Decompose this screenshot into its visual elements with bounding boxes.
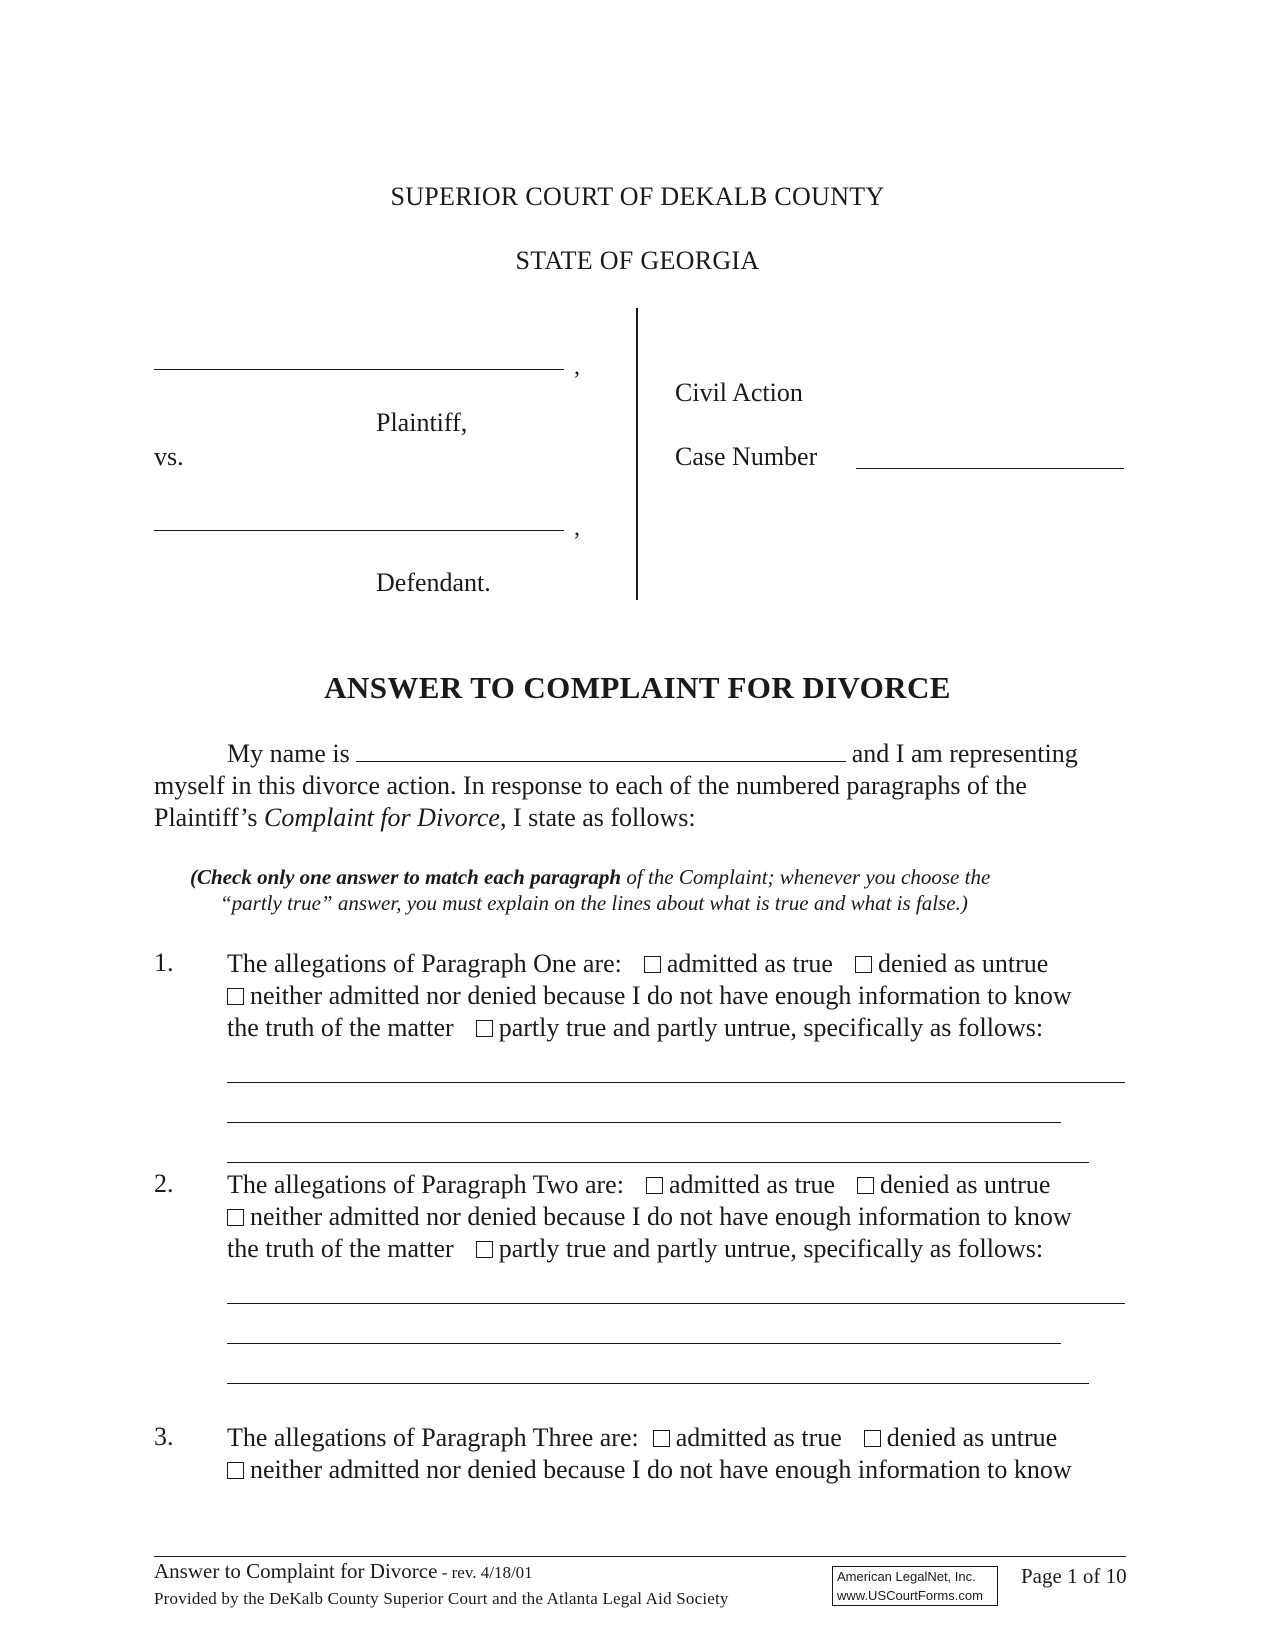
- my-name-line[interactable]: [356, 739, 846, 762]
- paragraph-1-denied-label: denied as untrue: [877, 949, 1049, 978]
- paragraph-2-denied-label: denied as untrue: [880, 1170, 1051, 1199]
- paragraph-3-neither-checkbox[interactable]: [227, 1462, 244, 1479]
- intro-line-2: myself in this divorce action. In response to each of the numbered paragraphs of the: [154, 771, 1027, 800]
- paragraph-2-explain-line-3[interactable]: [227, 1383, 1089, 1384]
- instructions-line-1: [190, 864, 1090, 890]
- case-number-line[interactable]: [856, 468, 1124, 469]
- paragraph-1-explain-line-2[interactable]: [227, 1122, 1061, 1123]
- paragraph-2-number: 2.: [154, 1169, 174, 1198]
- instructions-line-2: “partly true” answer, you must explain on the lines about what is true and what is false.): [220, 891, 968, 915]
- plaintiff-comma: ,: [574, 354, 580, 380]
- intro-line-1: [154, 738, 1104, 770]
- footer-revision: - rev. 4/18/01: [437, 1563, 533, 1582]
- state-name: STATE OF GEORGIA: [515, 246, 760, 275]
- footer-left: [154, 1558, 729, 1612]
- stamp-line-1: American LegalNet, Inc.: [837, 1569, 976, 1584]
- complaint-title: Complaint for Divorce: [264, 803, 500, 832]
- defendant-comma: ,: [574, 515, 580, 541]
- vs-label: vs.: [154, 442, 184, 471]
- intro-line-3: [154, 802, 1104, 834]
- paragraph-1-explain-line-1[interactable]: [227, 1082, 1125, 1083]
- paragraph-3-line-1: [227, 1422, 1127, 1454]
- paragraph-3-denied-label: denied as untrue: [886, 1423, 1058, 1452]
- paragraph-1-line-1: [227, 948, 1127, 980]
- paragraph-1-partly-checkbox[interactable]: [476, 1020, 493, 1037]
- paragraph-1-lead: The allegations of Paragraph One are:: [227, 949, 622, 978]
- paragraph-3-denied-checkbox[interactable]: [864, 1430, 881, 1447]
- civil-action-label: Civil Action: [675, 378, 803, 407]
- paragraph-2-admitted-label: admitted as true: [668, 1170, 836, 1199]
- paragraph-1-neither-checkbox[interactable]: [227, 988, 244, 1005]
- instructions-bold: (Check only one answer to match each paragraph: [190, 865, 622, 889]
- court-name: SUPERIOR COURT OF DEKALB COUNTY: [390, 182, 885, 211]
- defendant-name-line[interactable]: [154, 530, 564, 531]
- paragraph-3-neither-label: neither admitted nor denied because I do not have enough information to know: [250, 1455, 1072, 1484]
- intro-line-3-suffix: , I state as follows:: [499, 803, 696, 832]
- paragraph-3-number: 3.: [154, 1422, 174, 1451]
- paragraph-3-admitted-checkbox[interactable]: [653, 1430, 670, 1447]
- paragraph-2-partly-label: partly true and partly untrue, specifically as follows:: [498, 1234, 1044, 1263]
- footer-provided-by: Provided by the DeKalb County Superior Court and the Atlanta Legal Aid Society: [154, 1589, 729, 1608]
- paragraph-2-denied-checkbox[interactable]: [857, 1177, 874, 1194]
- intro-line-3-prefix: Plaintiff’s: [154, 803, 265, 832]
- footer-form-title: Answer to Complaint for Divorce: [154, 1559, 438, 1583]
- legalnet-stamp: [832, 1566, 998, 1606]
- footer-line-1: [154, 1558, 729, 1586]
- paragraph-2-lead: The allegations of Paragraph Two are:: [227, 1170, 624, 1199]
- representing-text: and I am representing: [851, 739, 1078, 768]
- paragraph-2-neither-checkbox[interactable]: [227, 1209, 244, 1226]
- paragraph-1-neither-label: neither admitted nor denied because I do not have enough information to know: [250, 981, 1072, 1010]
- paragraph-1-truth-text: the truth of the matter: [227, 1013, 454, 1042]
- paragraph-2-admitted-checkbox[interactable]: [646, 1177, 663, 1194]
- instructions-rest: of the Complaint; whenever you choose the: [621, 865, 991, 889]
- paragraph-2-explain-line-2[interactable]: [227, 1343, 1061, 1344]
- paragraph-3: [227, 1422, 1127, 1486]
- paragraph-2: [227, 1169, 1127, 1265]
- paragraph-1-partly-label: partly true and partly untrue, specifically as follows:: [498, 1013, 1044, 1042]
- paragraph-2-line-3: [227, 1233, 1127, 1265]
- defendant-label: Defendant.: [376, 568, 491, 597]
- stamp-line-2: www.USCourtForms.com: [837, 1588, 983, 1603]
- caption-divider: [636, 308, 638, 600]
- plaintiff-name-line[interactable]: [154, 369, 564, 370]
- paragraph-1-explain-line-3[interactable]: [227, 1162, 1089, 1163]
- paragraph-3-lead: The allegations of Paragraph Three are:: [227, 1423, 639, 1452]
- case-number-label: Case Number: [675, 442, 818, 471]
- paragraph-1-number: 1.: [154, 948, 174, 977]
- paragraph-1: [227, 948, 1127, 1044]
- paragraph-2-neither-label: neither admitted nor denied because I do not have enough information to know: [250, 1202, 1072, 1231]
- paragraph-1-line-2: [227, 980, 1127, 1012]
- paragraph-2-explain-line-1[interactable]: [227, 1303, 1125, 1304]
- paragraph-3-line-2: [227, 1454, 1127, 1486]
- paragraph-1-denied-checkbox[interactable]: [855, 956, 872, 973]
- paragraph-1-admitted-checkbox[interactable]: [644, 956, 661, 973]
- paragraph-2-partly-checkbox[interactable]: [476, 1241, 493, 1258]
- paragraph-1-admitted-label: admitted as true: [666, 949, 833, 978]
- paragraph-2-truth-text: the truth of the matter: [227, 1234, 454, 1263]
- intro-paragraph: [154, 738, 1104, 834]
- paragraph-2-line-2: [227, 1201, 1127, 1233]
- my-name-is-text: My name is: [227, 739, 350, 768]
- paragraph-2-line-1: [227, 1169, 1127, 1201]
- document-title: ANSWER TO COMPLAINT FOR DIVORCE: [324, 670, 951, 705]
- plaintiff-label: Plaintiff,: [376, 408, 468, 437]
- footer-rule: [154, 1556, 1126, 1557]
- page-number: Page 1 of 10: [1021, 1564, 1127, 1588]
- instructions: [190, 864, 1090, 916]
- paragraph-3-admitted-label: admitted as true: [675, 1423, 842, 1452]
- paragraph-1-line-3: [227, 1012, 1127, 1044]
